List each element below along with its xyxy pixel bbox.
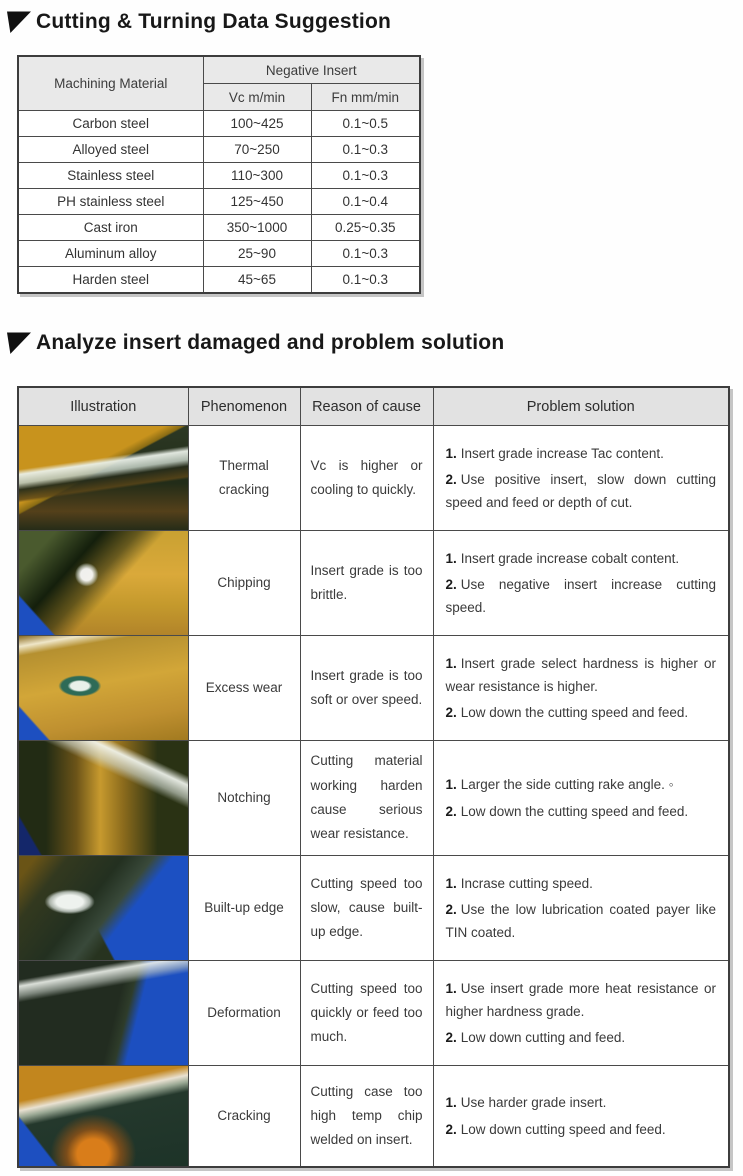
solution-cell xyxy=(433,961,729,1066)
solution-item: 1. Insert grade select hardness is higher or wear resistance is higher. xyxy=(445,655,716,694)
table-row xyxy=(18,137,420,163)
fn-cell: 0.1~0.3 xyxy=(311,137,420,163)
flag-triangle-icon xyxy=(7,9,31,34)
table-header-row xyxy=(18,387,729,426)
vc-cell: 45~65 xyxy=(203,267,311,294)
col-header-solution: Problem solution xyxy=(433,387,729,426)
illustration-cell xyxy=(18,426,188,531)
illustration-cell xyxy=(18,961,188,1066)
solution-item: 1. Incrase cutting speed. xyxy=(445,875,593,891)
table-row xyxy=(18,636,729,741)
table-row xyxy=(18,241,420,267)
material-cell: PH stainless steel xyxy=(18,189,203,215)
solution-item: 2. Use positive insert, slow down cutting speed and feed or depth of cut. xyxy=(445,471,716,511)
flag-triangle-icon xyxy=(7,330,31,355)
col-header-illustration: Illustration xyxy=(18,387,188,426)
table-row xyxy=(18,111,420,137)
phenomenon-cell: Chipping xyxy=(188,531,300,636)
table-row xyxy=(18,1066,729,1168)
fn-cell: 0.25~0.35 xyxy=(311,215,420,241)
material-cell: Stainless steel xyxy=(18,163,203,189)
vc-cell: 70~250 xyxy=(203,137,311,163)
material-cell: Alloyed steel xyxy=(18,137,203,163)
insert-photo xyxy=(19,531,188,635)
illustration-cell xyxy=(18,1066,188,1168)
table-row xyxy=(18,741,729,856)
reason-cell: Insert grade is too soft or over speed. xyxy=(300,636,433,741)
solution-item: 1. Use harder grade insert. xyxy=(445,1095,607,1111)
vc-cell: 25~90 xyxy=(203,241,311,267)
illustration-cell xyxy=(18,636,188,741)
col-header-phenomenon: Phenomenon xyxy=(188,387,300,426)
insert-photo xyxy=(19,1066,188,1166)
vc-cell: 110~300 xyxy=(203,163,311,189)
material-cell: Cast iron xyxy=(18,215,203,241)
reason-cell: Vc is higher or cooling to quickly. xyxy=(300,426,433,531)
fn-cell: 0.1~0.3 xyxy=(311,163,420,189)
solution-item: 2. Low down the cutting speed and feed. xyxy=(445,803,689,819)
insert-photo xyxy=(19,636,188,740)
material-cell: Aluminum alloy xyxy=(18,241,203,267)
reason-cell: Insert grade is too brittle. xyxy=(300,531,433,636)
reason-cell: Cutting material working harden cause serious wear resistance. xyxy=(300,741,433,856)
section2-title-text: Analyze insert damaged and problem solution xyxy=(36,330,505,354)
solution-item: 2. Use the low lubrication coated payer like TIN coated. xyxy=(445,901,716,941)
vc-cell: 125~450 xyxy=(203,189,311,215)
solution-item: 2. Low down cutting and feed. xyxy=(445,1030,626,1046)
table-row xyxy=(18,531,729,636)
fn-cell: 0.1~0.3 xyxy=(311,267,420,294)
solution-cell xyxy=(433,856,729,961)
section1-title xyxy=(0,0,743,34)
col-header-vc: Vc m/min xyxy=(203,84,311,111)
illustration-cell xyxy=(18,856,188,961)
phenomenon-cell: Cracking xyxy=(188,1066,300,1168)
col-header-negative-insert: Negative Insert xyxy=(203,56,420,84)
col-header-fn: Fn mm/min xyxy=(311,84,420,111)
cutting-data-table xyxy=(17,55,421,294)
fn-cell: 0.1~0.5 xyxy=(311,111,420,137)
solution-cell xyxy=(433,636,729,741)
phenomenon-cell: Built-up edge xyxy=(188,856,300,961)
phenomenon-cell: Thermal cracking xyxy=(188,426,300,531)
insert-damage-analysis-table xyxy=(17,386,730,1168)
solution-cell xyxy=(433,1066,729,1168)
material-cell: Carbon steel xyxy=(18,111,203,137)
solution-item: 1. Larger the side cutting rake angle. ◦ xyxy=(445,777,674,793)
col-header-machining-material: Machining Material xyxy=(18,56,203,111)
insert-photo xyxy=(19,426,188,530)
insert-photo xyxy=(19,856,188,960)
solution-item: 2. Use negative insert increase cutting speed. xyxy=(445,576,716,616)
solution-cell xyxy=(433,531,729,636)
table-row xyxy=(18,961,729,1066)
reason-cell: Cutting speed too slow, cause built-up edge. xyxy=(300,856,433,961)
reason-cell: Cutting case too high temp chip welded on insert. xyxy=(300,1066,433,1168)
table-row xyxy=(18,267,420,294)
section1-title-text: Cutting & Turning Data Suggestion xyxy=(36,9,392,33)
fn-cell: 0.1~0.3 xyxy=(311,241,420,267)
fn-cell: 0.1~0.4 xyxy=(311,189,420,215)
solution-item: 1. Use insert grade more heat resistance or higher hardness grade. xyxy=(445,980,716,1019)
illustration-cell xyxy=(18,531,188,636)
section2-title xyxy=(0,294,743,355)
insert-photo xyxy=(19,741,188,855)
vc-cell: 100~425 xyxy=(203,111,311,137)
solution-item: 1. Insert grade increase Tac content. xyxy=(445,445,664,461)
table-row xyxy=(18,163,420,189)
phenomenon-cell: Notching xyxy=(188,741,300,856)
solution-item: 1. Insert grade increase cobalt content. xyxy=(445,550,680,566)
table-row xyxy=(18,426,729,531)
vc-cell: 350~1000 xyxy=(203,215,311,241)
table-row xyxy=(18,189,420,215)
phenomenon-cell: Deformation xyxy=(188,961,300,1066)
phenomenon-cell: Excess wear xyxy=(188,636,300,741)
table-row xyxy=(18,215,420,241)
solution-cell xyxy=(433,426,729,531)
table-header-row xyxy=(18,56,420,84)
reason-cell: Cutting speed too quickly or feed too much. xyxy=(300,961,433,1066)
solution-item: 2. Low down the cutting speed and feed. xyxy=(445,705,689,721)
material-cell: Harden steel xyxy=(18,267,203,294)
solution-item: 2. Low down cutting speed and feed. xyxy=(445,1121,666,1137)
table-row xyxy=(18,856,729,961)
col-header-reason: Reason of cause xyxy=(300,387,433,426)
illustration-cell xyxy=(18,741,188,856)
insert-photo xyxy=(19,961,188,1065)
solution-cell xyxy=(433,741,729,856)
